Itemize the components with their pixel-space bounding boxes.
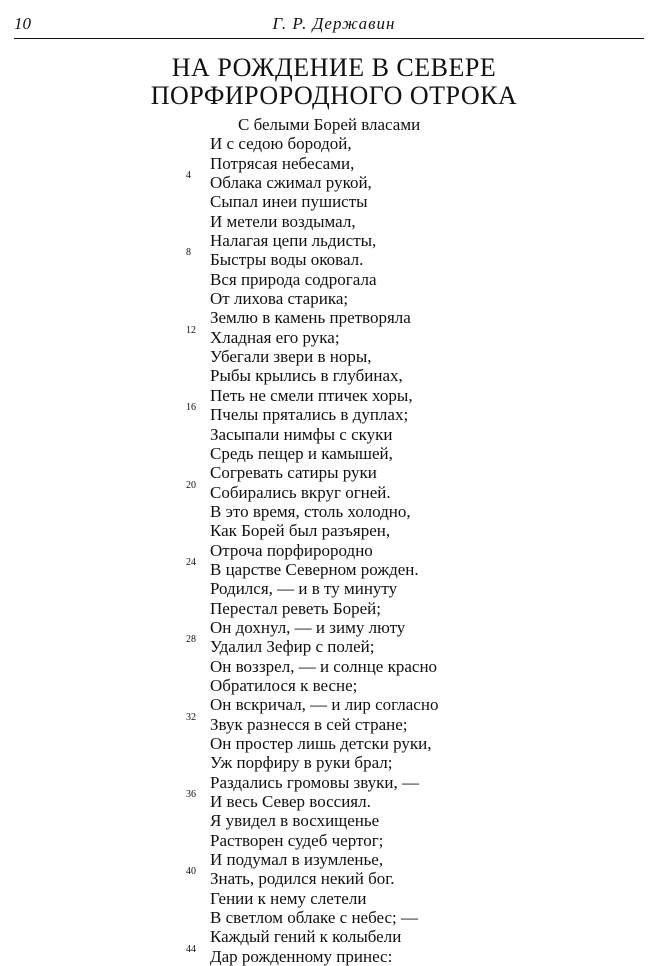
poem-line-text: От лихова старика; xyxy=(210,289,349,309)
poem-line-text: Землю в камень претворяла xyxy=(210,308,411,328)
poem-line-text: Знать, родился некий бог. xyxy=(210,869,395,889)
poem-line-text: В царстве Северном рожден. xyxy=(210,559,419,579)
poem-line xyxy=(0,618,668,637)
poem-line-text: Родился, — и в ту минуту xyxy=(210,579,398,599)
poem-line-text: Убегали звери в норы, xyxy=(210,347,372,367)
poem-line xyxy=(0,943,668,966)
poem-line xyxy=(0,366,668,385)
poem-line-text: Звук разнесся в сей стране; xyxy=(210,714,408,734)
poem-title xyxy=(0,54,668,110)
poem-line-text: В это время, столь холодно, xyxy=(210,501,411,521)
poem-line xyxy=(0,676,668,695)
poem-line-text: В светлом облаке с небес; — xyxy=(210,908,419,928)
poem-line-text: Средь пещер и камышей, xyxy=(210,443,393,463)
poem-line xyxy=(0,556,668,579)
poem-line-text: Он дохнул, — и зиму люту xyxy=(210,617,406,637)
running-head: Г. Р. Державин xyxy=(272,14,396,33)
line-number: 44 xyxy=(186,943,196,955)
poem-line xyxy=(0,927,668,946)
poem-line-text: Он воззрел, — и солнце красно xyxy=(210,656,438,676)
poem-line-text: Рыбы крылись в глубинах, xyxy=(210,366,403,386)
poem-line-text: Он простер лишь детски руки, xyxy=(210,734,432,753)
poem-line-text: Согревать сатиры руки xyxy=(210,463,377,483)
poem-line xyxy=(0,463,668,482)
poem-line xyxy=(0,347,668,366)
poem-line xyxy=(0,154,668,173)
line-number: 28 xyxy=(186,634,196,646)
poem-line-text: И метели воздымал, xyxy=(210,211,356,231)
poem-line-text: Раздались громовы звуки, — xyxy=(210,772,420,792)
poem-line xyxy=(0,444,668,463)
poem-line-text: Растворен судеб чертог; xyxy=(210,830,384,850)
poem-line xyxy=(0,789,668,812)
poem-line xyxy=(0,695,668,714)
poem-line-text: Вся природа содрогала xyxy=(210,269,377,289)
poem-line-text: Собирались вкруг огней. xyxy=(210,482,391,502)
page-number: 10 xyxy=(14,14,31,33)
line-number: 24 xyxy=(186,556,196,568)
poem-line xyxy=(0,866,668,889)
poem-line-text: Уж порфиру в руки брал; xyxy=(210,753,393,773)
poem-body xyxy=(0,115,668,966)
poem-line xyxy=(0,811,668,830)
poem-line xyxy=(0,657,668,676)
poem-line-text: И весь Север воссиял. xyxy=(210,792,371,812)
poem-line-text: Он вскричал, — и лир согласно xyxy=(210,695,439,715)
poem-line-text: Петь не смели птичек хоры, xyxy=(210,385,413,405)
poem-line-text: Удалил Зефир с полей; xyxy=(210,637,375,657)
poem-line-text: Хладная его рука; xyxy=(210,327,340,347)
line-number: 16 xyxy=(186,402,196,414)
poem-line-text: Сыпал инеи пушисты xyxy=(210,192,368,212)
poem-line xyxy=(0,231,668,250)
poem-line xyxy=(0,308,668,327)
poem-line xyxy=(0,521,668,540)
poem-line xyxy=(0,289,668,308)
poem-line xyxy=(0,541,668,560)
poem-title-line-1: НА РОЖДЕНИЕ В СЕВЕРЕ xyxy=(171,53,497,82)
poem-line-text: Обратилося к весне; xyxy=(210,675,358,695)
poem-line xyxy=(0,711,668,734)
line-number: 8 xyxy=(186,247,191,259)
poem-line xyxy=(0,773,668,792)
poem-line xyxy=(0,889,668,908)
poem-line xyxy=(0,579,668,598)
poem-line xyxy=(0,425,668,444)
poem-line-text: Перестал реветь Борей; xyxy=(210,598,381,618)
poem-line-text: Потрясая небесами, xyxy=(210,153,355,173)
poem-line-text: Каждый гений к колыбели xyxy=(210,927,402,947)
poem-title-line-2: ПОРФИРОРОДНОГО ОТРОКА xyxy=(150,81,518,110)
poem-line xyxy=(0,115,668,134)
line-number: 12 xyxy=(186,324,196,336)
poem-line-text: Как Борей был разъярен, xyxy=(210,521,391,541)
poem-line xyxy=(0,247,668,270)
header-rule xyxy=(14,38,644,39)
poem-line xyxy=(0,850,668,869)
poem-line-text: Быстры воды оковал. xyxy=(210,250,364,270)
line-number: 40 xyxy=(186,866,196,878)
poem-line xyxy=(0,402,668,425)
poem-line-text: Гении к нему слетели xyxy=(210,888,367,908)
line-number: 32 xyxy=(186,711,196,723)
poem-line xyxy=(0,134,668,153)
poem-line xyxy=(0,734,668,753)
poem-line xyxy=(0,386,668,405)
line-number: 4 xyxy=(186,170,191,182)
poem-line xyxy=(0,212,668,231)
poem-line-text: Облака сжимал рукой, xyxy=(210,173,372,193)
poem-line-text: И с седою бородой, xyxy=(210,134,352,154)
poem-line xyxy=(0,908,668,927)
poem-line-text: Я увидел в восхищенье xyxy=(210,811,380,831)
poem-line-text: Засыпали нимфы с скуки xyxy=(210,424,393,444)
poem-line xyxy=(0,502,668,521)
poem-line-text: Налагая цепи льдисты, xyxy=(210,231,377,251)
poem-line-text: Отроча порфирородно xyxy=(210,540,373,560)
line-number: 20 xyxy=(186,479,196,491)
poem-line xyxy=(0,831,668,850)
poem-line xyxy=(0,599,668,618)
poem-line-text: И подумал в изумленье, xyxy=(210,850,384,870)
poem-line xyxy=(0,753,668,772)
poem-line xyxy=(0,170,668,193)
poem-line-text: Пчелы прятались в дуплах; xyxy=(210,405,409,425)
poem-line xyxy=(0,634,668,657)
poem-line-text: Дар рожденному принес: xyxy=(210,946,393,966)
poem-line xyxy=(0,270,668,289)
poem-line xyxy=(0,192,668,211)
poem-line xyxy=(0,324,668,347)
poem-line xyxy=(0,479,668,502)
line-number: 36 xyxy=(186,789,196,801)
poem-line-text: С белыми Борей власами xyxy=(238,115,421,134)
